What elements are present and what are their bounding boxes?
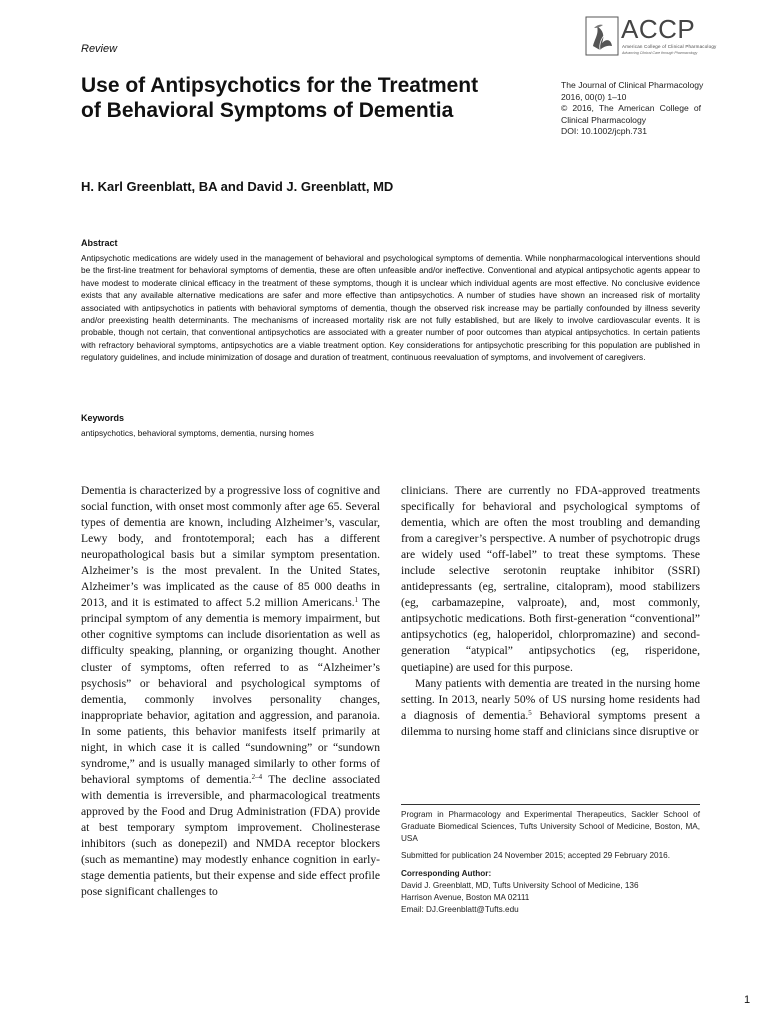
corresponding-author-heading: Corresponding Author: — [401, 869, 492, 879]
footnotes — [401, 804, 700, 915]
copyright-line: © 2016, The American College of — [561, 103, 701, 113]
affiliation: Program in Pharmacology and Experimental Therapeutics, Sackler School of Graduate Biomedical Sciences, Tufts University School of Medicine, Boston, MA, USA — [401, 810, 700, 843]
article-title: Use of Antipsychotics for the Treatment of Behavioral Symptoms of Dementia — [81, 74, 479, 122]
corresponding-author-address: Harrison Avenue, Boston MA 02111 — [401, 892, 530, 902]
accp-logo-icon — [585, 16, 619, 56]
page-number: 1 — [744, 994, 751, 1006]
body-paragraph — [401, 676, 700, 740]
journal-info — [561, 80, 704, 138]
corresponding-author-name: David J. Greenblatt, MD, Tufts University School of Medicine, 136 — [401, 880, 639, 890]
citation-ref: 2–4 — [251, 772, 263, 781]
journal-name: The Journal of Clinical Pharmacology — [561, 80, 704, 90]
keywords — [81, 413, 700, 439]
body-paragraph: clinicians. There are currently no FDA-approved treatments specifically for behavioral and psychological symptoms of dementia, which are often the most troubling and demanding from a caregiver’s perspective. A number of psychotropic drugs are widely used “off-label” to treat these symptoms. These include selective serotonin reuptake inhibitor (SSRI) antidepressants (eg, sertraline, citalopram), mood stabilizers (eg, carbamazepine, valproate), and, most commonly, antipsychotic medications. Both first-generation “conventional” antipsychotics (eg, haloperidol, chlorpromazine) and second-generation “atypical” antipsychotics (eg, risperidone, quetiapine) are used for this purpose. — [401, 484, 700, 674]
journal-issue: 2016, 00(0) 1–10 — [561, 91, 627, 102]
copyright-holder: Clinical Pharmacology — [561, 114, 647, 125]
logo-full-name: American College of Clinical Pharmacology — [622, 44, 717, 49]
doi: DOI: 10.1002/jcph.731 — [561, 126, 647, 136]
body-paragraph — [81, 483, 380, 900]
authors: H. Karl Greenblatt, BA and David J. Greenblatt, MD — [81, 179, 394, 194]
body-text: The principal symptom of any dementia is memory impairment, but other cognitive symptoms can include disorientation as well as difficulty speaking, planning, or organizing thought. Another cluster of symptoms, often referred to as “Alzheimer’s psychosis” or behavioral and psychological symptoms of dementia, commonly involves personality changes, inappropriate behavior, agitation and aggression, and paranoia. In some patients, this behavior manifests itself primarily at night, in which case it is called “sundowning” or “sundown syndrome,” and is usually managed similarly to other forms of behavioral symptoms of dementia. — [81, 596, 380, 786]
citation-ref: 5 — [528, 708, 532, 717]
citation-ref: 1 — [354, 596, 359, 605]
keywords-text: antipsychotics, behavioral symptoms, dementia, nursing homes — [81, 428, 314, 438]
abstract-heading: Abstract — [81, 238, 118, 248]
body-text: Dementia is characterized by a progressive loss of cognitive and social function, with onset most commonly after age 65. Several types of dementia are known, including Alzheimer’s, vascular, Lewy body, and frontotemporal; each has a different neuropathological basis but a similar symptom presentation. Alzheimer’s is the most prevalent. In the United States, Alzheimer’s was implicated as the cause of 85 000 deaths in 2013, and it is estimated to affect 5.2 million Americans. — [81, 484, 380, 610]
body-text: Behavioral symptoms present a dilemma to nursing home staff and clinicians since disruptive or — [401, 708, 700, 738]
keywords-heading: Keywords — [81, 413, 125, 423]
body-column-right — [401, 483, 700, 740]
logo-acronym: ACCP — [621, 14, 696, 44]
abstract-text: Antipsychotic medications are widely used in the management of behavioral and psychological symptoms of dementia. While nonpharmacological interventions should be the first-line treatment for behavioral symptoms of dementia, these are often unfeasible and/or ineffective. Conventional and atypical antipsychotic agents appear to have modest to moderate clinical efficacy in the treatment of these symptoms, though it is unclear which individual agents are most effective. No conclusive evidence exists that any available alternative medications are safer and more effective than antipsychotics. A number of studies have shown an increased risk of mortality associated with antipsychotics in patients with behavioral symptoms of dementia, though the observed risk increase may be partially confounded by illness severity and/or preexisting health determinants. The mechanisms of increased mortality risk are not fully established, but are likely to involve cardiovascular events. It is probable, though not certain, that conventional antipsychotics are associated with a greater number of poor outcomes than atypical antipsychotics. In certain patients with refractory behavioral symptoms, antipsychotics are a viable treatment option. Key considerations for antipsychotic prescribing for this population are published in regulatory guidelines, and include minimization of dosage and duration of treatment, continuous reevaluation of symptoms, and involvement of caregivers. — [81, 253, 700, 363]
logo-tagline: Advancing Clinical Care through Pharmacology — [622, 51, 698, 55]
section-label: Review — [81, 43, 118, 55]
corresponding-author-email: Email: DJ.Greenblatt@Tufts.edu — [401, 904, 519, 914]
abstract — [81, 238, 700, 364]
body-column-left — [81, 483, 380, 900]
body-text: Many patients with dementia are treated in the nursing home setting. In 2013, nearly 50% of US nursing home residents had a diagnosis of dementia. — [401, 676, 700, 722]
footnote-divider — [401, 804, 700, 805]
body-text: The decline associated with dementia is irreversible, and pharmacological treatments approved by the Food and Drug Administration (FDA) provide at best temporary symptom improvement. Cholinesterase inhibitors (such as donepezil) and NMDA receptor blockers (such as memantine) may modestly enhance cognition in early-stage dementia patients, but their expense and side effect profile pose significant challenges to — [81, 772, 380, 899]
submission-dates: Submitted for publication 24 November 2015; accepted 29 February 2016. — [401, 851, 670, 861]
accp-logo — [585, 16, 715, 58]
